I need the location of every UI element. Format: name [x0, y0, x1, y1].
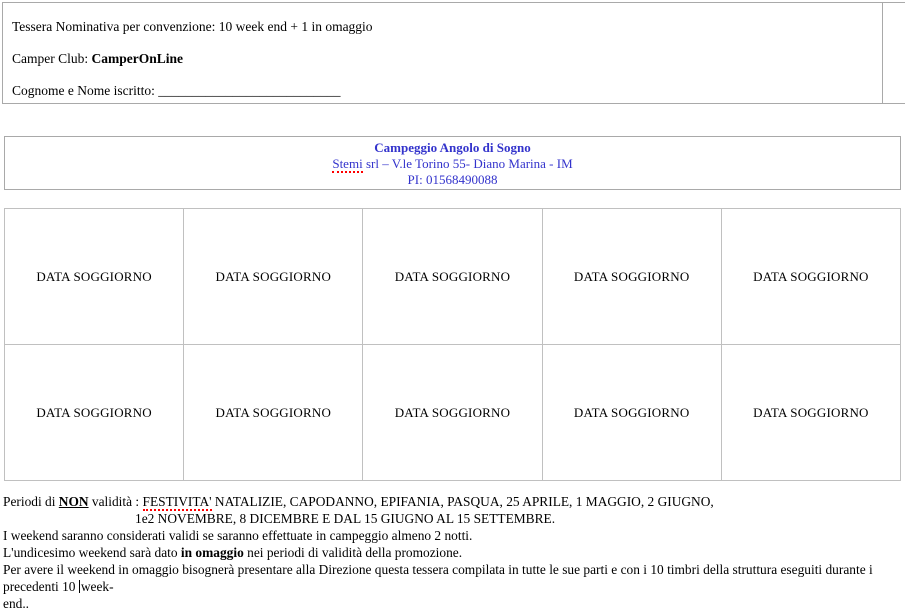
stamp-cell: DATA SOGGIORNO [5, 209, 184, 345]
rule-free-weekend-prefix: L'undicesimo weekend sarà dato [3, 545, 181, 560]
footer-notes [3, 493, 903, 612]
member-name-blank: ___________________________ [158, 83, 341, 98]
stamp-cell: DATA SOGGIORNO [363, 209, 542, 345]
stamp-cell: DATA SOGGIORNO [542, 345, 721, 481]
member-name-line [12, 83, 872, 98]
header-box [2, 2, 905, 104]
campsite-name: Campeggio Angolo di Sogno [374, 140, 531, 155]
campsite-address-rest: srl – V.le Torino 55- Diano Marina - IM [362, 156, 573, 171]
campsite-vat: PI: 01568490088 [407, 172, 498, 187]
campsite-address [5, 156, 900, 172]
stamp-table-row [5, 209, 901, 345]
campsite-address-misspelled-word: Stemi [332, 156, 363, 171]
rule-free-weekend-rest: nei periodi di validità della promozione. [243, 545, 463, 560]
member-name-label: Cognome e Nome iscritto: [12, 83, 159, 98]
header-box-side-cell [883, 3, 905, 103]
rule-redeem-wrap: end.. [3, 596, 30, 611]
camper-club-value: CamperOnLine [91, 51, 184, 66]
stamp-cell: DATA SOGGIORNO [721, 345, 900, 481]
validity-periods-line1 [3, 493, 903, 510]
rule-redeem [3, 561, 903, 595]
rule-min-nights: I weekend saranno considerati validi se saranno effettuate in campeggio almeno 2 notti. [3, 528, 473, 543]
header-box-main-cell [3, 3, 883, 103]
camper-club-label: Camper Club: [12, 51, 92, 66]
rule-free-weekend [3, 544, 903, 561]
stamp-cell: DATA SOGGIORNO [542, 209, 721, 345]
rule-free-weekend-bold: in omaggio [180, 545, 244, 560]
camper-club-line [12, 51, 872, 66]
periods-emphasis: NON [58, 494, 89, 509]
stamp-cell: DATA SOGGIORNO [721, 209, 900, 345]
periods-mid: validità : [88, 494, 143, 509]
stamp-cell: DATA SOGGIORNO [363, 345, 542, 481]
rule-redeem-word: week- [80, 579, 114, 594]
rule-redeem-text: Per avere il weekend in omaggio bisognerà presentare alla Direzione questa tessera compilata in tutte le sue parti e con i 10 timbri della struttura eseguiti durante i precedenti 10 [3, 562, 873, 594]
campsite-box [4, 136, 901, 190]
stamp-cell: DATA SOGGIORNO [184, 345, 363, 481]
tessera-title: Tessera Nominativa per convenzione: 10 week end + 1 in omaggio [12, 19, 373, 34]
stamp-table-row [5, 345, 901, 481]
periods-rest: NATALIZIE, CAPODANNO, EPIFANIA, PASQUA, 25 APRILE, 1 MAGGIO, 2 GIUGNO, [211, 494, 714, 509]
text-cursor [79, 580, 80, 593]
stamp-cell: DATA SOGGIORNO [184, 209, 363, 345]
validity-periods-line2: 1e2 NOVEMBRE, 8 DICEMBRE E DAL 15 GIUGNO AL 15 SETTEMBRE. [135, 511, 556, 526]
stamp-table [4, 208, 901, 481]
periods-misspelled-word: FESTIVITA' [142, 494, 212, 509]
stamp-cell: DATA SOGGIORNO [5, 345, 184, 481]
periods-prefix: Periodi di [3, 494, 59, 509]
